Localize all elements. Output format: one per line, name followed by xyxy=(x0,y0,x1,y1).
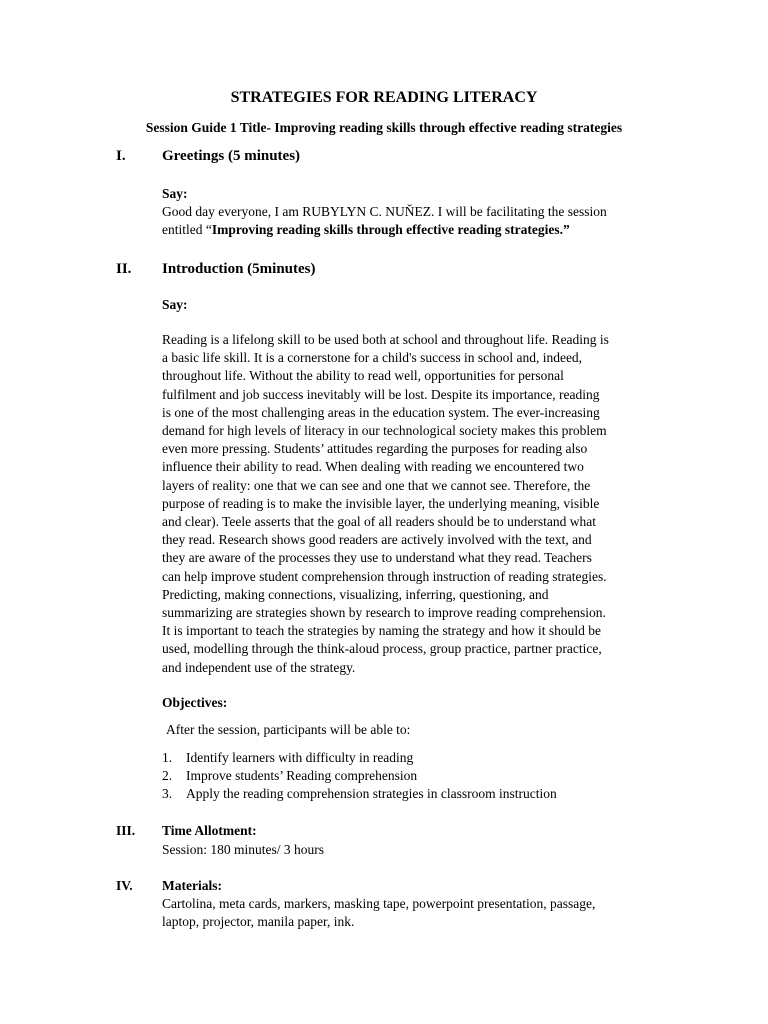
introduction-line: and clear). Teele asserts that the goal of all readers should be to understand what xyxy=(162,514,597,530)
introduction-line: Reading is a lifelong skill to be used both at school and throughout life. Reading is xyxy=(162,332,609,347)
section-heading-introduction: Introduction (5minutes) xyxy=(162,261,316,277)
section-heading-greetings: Greetings (5 minutes) xyxy=(162,148,301,164)
introduction-line: they are aware of the processes they use to understand what they read. Teachers xyxy=(162,550,592,566)
objective-text: Improve students’ Reading comprehension xyxy=(186,768,418,784)
introduction-line: It is important to teach the strategies by naming the strategy and how it should be xyxy=(162,623,602,639)
objective-number: 3. xyxy=(162,786,173,802)
section-numeral-4: IV. xyxy=(116,878,133,893)
introduction-line: even more pressing. Students’ attitudes regarding the purposes for reading also xyxy=(162,441,588,457)
materials-line: laptop, projector, manila paper, ink. xyxy=(162,914,355,930)
objective-text: Apply the reading comprehension strategies in classroom instruction xyxy=(186,786,557,802)
greetings-say-label: Say: xyxy=(162,186,188,201)
introduction-line: Predicting, making connections, visualizing, inferring, questioning, and xyxy=(162,586,549,602)
greetings-line-1: Good day everyone, I am RUBYLYN C. NUŇEZ. I will be facilitating the session xyxy=(162,204,607,219)
objective-item xyxy=(162,749,682,767)
section-numeral-2: II. xyxy=(116,261,132,277)
section-heading-time-allotment: Time Allotment: xyxy=(162,823,257,838)
objective-number: 1. xyxy=(162,750,173,765)
introduction-say-label: Say: xyxy=(162,297,188,312)
introduction-line: is one of the most challenging areas in the education system. The ever-increasing xyxy=(162,404,600,420)
introduction-paragraph xyxy=(162,331,682,677)
objective-item xyxy=(162,767,682,785)
materials-text xyxy=(162,895,682,931)
introduction-line: can help improve student comprehension through instruction of reading strategies. xyxy=(162,568,607,584)
introduction-line: summarizing are strategies shown by research to improve reading comprehension. xyxy=(162,605,606,621)
greetings-say-text xyxy=(162,203,682,239)
greetings-line-2: entitled “Improving reading skills through effective reading strategies.” xyxy=(162,222,570,238)
introduction-line: used, modelling through the think-aloud process, group practice, partner practice, xyxy=(162,641,602,657)
section-numeral-1: I. xyxy=(116,148,126,164)
introduction-line: influence their ability to read. When dealing with reading we encountered two xyxy=(162,459,584,475)
objective-number: 2. xyxy=(162,768,173,784)
introduction-line: demand for high levels of literacy in our technological society makes this problem xyxy=(162,423,607,439)
time-allotment-text: Session: 180 minutes/ 3 hours xyxy=(162,842,325,857)
materials-line: Cartolina, meta cards, markers, masking tape, powerpoint presentation, passage, xyxy=(162,896,596,911)
introduction-line: a basic life skill. It is a cornerstone for a child's success in school and, indeed, xyxy=(162,350,583,366)
introduction-line: fulfilment and job success inevitably will be lost. Despite its importance, reading xyxy=(162,386,600,402)
objective-text: Identify learners with difficulty in reading xyxy=(186,750,414,765)
section-heading-materials: Materials: xyxy=(162,878,222,893)
session-guide-title: Session Guide 1 Title- Improving reading skills through effective reading strategies xyxy=(145,120,623,135)
section-numeral-3: III. xyxy=(116,823,136,838)
introduction-line: purpose of reading is to make the invisible layer, the underlying meaning, visible xyxy=(162,495,600,511)
objectives-label: Objectives: xyxy=(162,695,228,710)
objective-item xyxy=(162,785,682,803)
objectives-list xyxy=(162,749,682,804)
introduction-line: they read. Research shows good readers are actively involved with the text, and xyxy=(162,532,592,548)
introduction-line: layers of reality: one that we can see and one that we cannot see. Therefore, the xyxy=(162,477,591,493)
introduction-line: and independent use of the strategy. xyxy=(162,659,356,675)
introduction-line: throughout life. Without the ability to read well, opportunities for personal xyxy=(162,368,564,384)
objectives-intro: After the session, participants will be able to: xyxy=(166,722,411,737)
document-title: STRATEGIES FOR READING LITERACY xyxy=(230,89,538,106)
